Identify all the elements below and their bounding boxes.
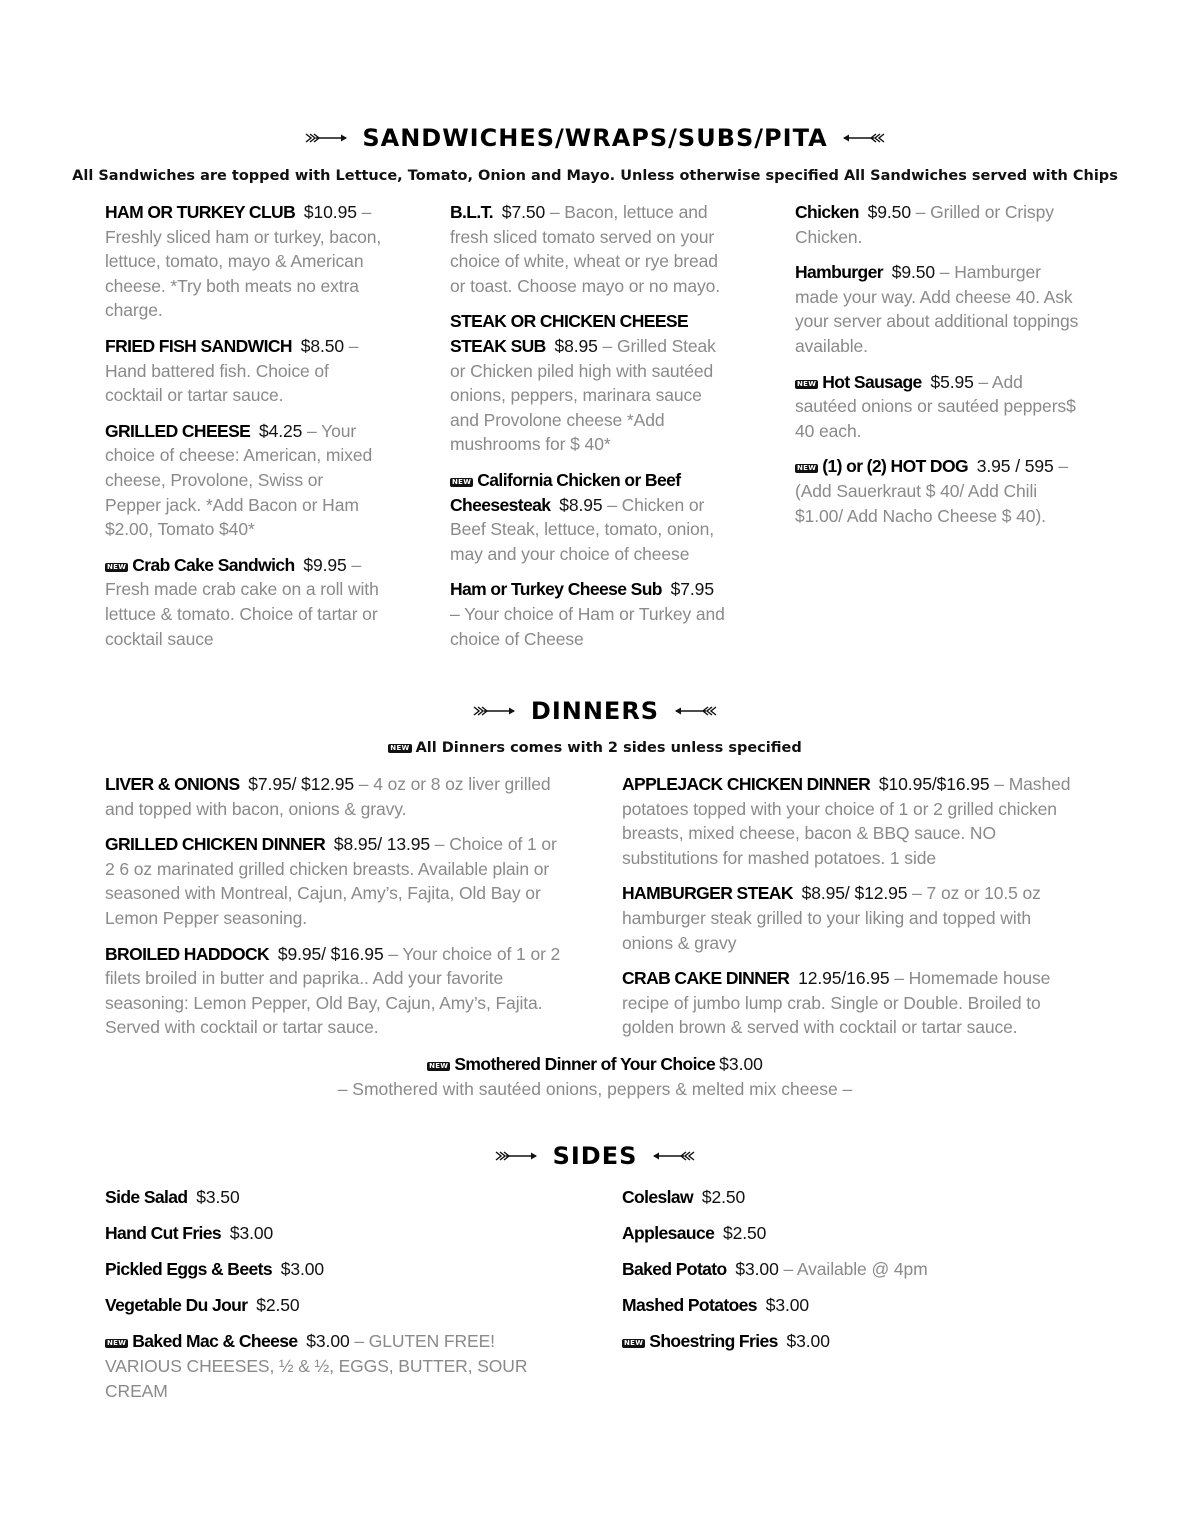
item-description: – Grilled or Crispy Chicken. <box>795 202 1054 247</box>
item-name: B.L.T. <box>450 202 494 222</box>
new-badge: NEW <box>452 477 472 486</box>
item-description: – Your choice of Ham or Turkey and choice of Cheese <box>450 603 725 649</box>
item-name: Pickled Eggs & Beets <box>105 1259 272 1280</box>
new-badge: NEW <box>797 379 817 388</box>
item-price: $10.95 <box>303 202 357 222</box>
item-price: $3.00 <box>719 1054 763 1074</box>
dinners-column-1 <box>105 772 565 1051</box>
item-price: $9.95 <box>303 554 347 575</box>
item-description: – Your choice of 1 or 2 filets broiled in butter and paprika.. Add your favorite seasoning: Lemon Pepper, Old Bay, Cajun, Amy’s, Fajita. Served with cocktail or tartar sauce. <box>105 943 561 1038</box>
menu-item <box>795 260 1080 358</box>
menu-item <box>795 370 1080 444</box>
menu-item <box>622 1185 1062 1210</box>
section-title: SANDWICHES/WRAPS/SUBS/PITA <box>362 124 828 152</box>
dinners-subtitle <box>0 740 1190 756</box>
dinners-column-2 <box>622 772 1082 1051</box>
item-name: HAM OR TURKEY CLUB <box>105 202 296 222</box>
item-price: $3.00 <box>735 1259 779 1280</box>
item-description: – Your choice of cheese: American, mixed cheese, Provolone, Swiss or Pepper jack. *Add Bacon or Ham $2.00, Tomato $40* <box>105 420 373 540</box>
item-name: Baked Mac & Cheese <box>132 1331 298 1352</box>
menu-item <box>622 1221 1062 1246</box>
item-price: $8.95 <box>559 494 603 515</box>
item-name: (1) or (2) HOT DOG <box>822 456 968 477</box>
arrow-right-icon <box>472 705 518 717</box>
item-name: Baked Potato <box>622 1259 727 1280</box>
item-price: $5.95 <box>930 371 974 392</box>
item-name: GRILLED CHEESE <box>105 420 251 441</box>
new-badge: NEW <box>390 744 410 752</box>
section-title: SIDES <box>552 1142 638 1170</box>
item-description: – Chicken or Beef Steak, lettuce, tomato, onion, may and your choice of cheese <box>450 494 715 564</box>
arrow-left-icon <box>840 132 886 144</box>
item-price: $7.95 <box>670 579 714 600</box>
item-price: $8.95 <box>554 335 598 356</box>
item-name: HAMBURGER STEAK <box>622 883 793 904</box>
menu-item <box>105 1221 545 1246</box>
menu-item <box>450 309 728 457</box>
arrow-left-icon <box>650 1150 696 1162</box>
menu-item <box>795 200 1080 249</box>
item-name: Ham or Turkey Cheese Sub <box>450 579 662 600</box>
item-price: $7.95/ $12.95 <box>248 774 355 794</box>
item-price: 3.95 / 595 <box>976 456 1054 477</box>
section-title: DINNERS <box>530 697 660 725</box>
menu-item <box>105 419 383 542</box>
sandwiches-header <box>0 124 1190 152</box>
menu-item <box>105 832 565 930</box>
item-price: $9.95/ $16.95 <box>277 943 384 964</box>
item-name: Crab Cake Sandwich <box>132 554 295 575</box>
item-price: $9.50 <box>867 202 911 222</box>
item-price: $3.00 <box>280 1259 325 1280</box>
sandwiches-column-3 <box>795 200 1080 539</box>
sides-header <box>0 1142 1190 1170</box>
item-price: $2.50 <box>723 1223 767 1244</box>
sandwiches-column-2 <box>450 200 728 662</box>
menu-item <box>622 1257 1062 1282</box>
sandwiches-column-1 <box>105 200 383 662</box>
item-name: Hand Cut Fries <box>105 1223 222 1244</box>
menu-item <box>622 1293 1062 1318</box>
item-description: – Add sautéed onions or sautéed peppers$ 40 each. <box>795 371 1076 441</box>
item-description: – Smothered with sautéed onions, peppers & melted mix cheese – <box>337 1078 853 1099</box>
item-price: $8.95/ $12.95 <box>801 883 908 904</box>
item-description: – Mashed potatoes topped with your choice of 1 or 2 grilled chicken breasts, mixed cheese, bacon & BBQ sauce. NO substitutions for mashed potatoes. 1 side <box>622 774 1071 868</box>
item-price: $9.50 <box>891 262 936 283</box>
arrow-right-icon <box>304 132 350 144</box>
item-name: Hot Sausage <box>822 371 922 392</box>
item-description: – (Add Sauerkraut $ 40/ Add Chili $1.00/ Add Nacho Cheese $ 40). <box>795 456 1069 526</box>
item-name: Shoestring Fries <box>649 1331 778 1352</box>
menu-item <box>105 553 383 651</box>
item-price: $4.25 <box>259 420 303 441</box>
item-name: BROILED HADDOCK <box>105 943 270 964</box>
item-description: – Hand battered fish. Choice of cocktail or tartar sauce. <box>105 335 359 406</box>
menu-item <box>105 334 383 408</box>
item-description: – Hamburger made your way. Add cheese 40. Ask your server about additional toppings available. <box>795 262 1079 356</box>
item-description: – Freshly sliced ham or turkey, bacon, lettuce, tomato, mayo & American cheese. *Try both meats no extra charge. <box>105 202 382 321</box>
item-price: $3.50 <box>196 1187 240 1207</box>
item-price: $7.50 <box>501 202 546 222</box>
new-badge: NEW <box>429 1062 449 1070</box>
new-badge: NEW <box>107 562 127 571</box>
item-price: 12.95/16.95 <box>798 968 890 989</box>
sides-column-2 <box>622 1185 1062 1365</box>
new-badge: NEW <box>624 1339 644 1348</box>
item-description: – Grilled Steak or Chicken piled high with sautéed onions, peppers, marinara sauce and Provolone cheese *Add mushrooms for $ 40* <box>450 335 716 455</box>
item-description: – 4 oz or 8 oz liver grilled and topped with bacon, onions & gravy. <box>105 774 551 819</box>
item-price: $2.50 <box>701 1187 746 1207</box>
item-name: LIVER & ONIONS <box>105 774 240 794</box>
item-price: $2.50 <box>256 1295 300 1316</box>
menu-item <box>450 200 728 298</box>
item-price: $3.00 <box>786 1331 830 1352</box>
item-name: Chicken <box>795 202 859 222</box>
item-name: Applesauce <box>622 1223 715 1244</box>
menu-item <box>450 577 728 651</box>
item-description: – Available @ 4pm <box>778 1259 928 1280</box>
item-name: Coleslaw <box>622 1187 694 1207</box>
item-name: FRIED FISH SANDWICH <box>105 335 292 356</box>
item-name: California Chicken or Beef Cheesesteak <box>450 469 681 515</box>
item-name: APPLEJACK CHICKEN DINNER <box>622 774 871 794</box>
item-description: – Homemade house recipe of jumbo lump crab. Single or Double. Broiled to golden brown & served with cocktail or tartar sauce. <box>622 968 1051 1038</box>
item-name: Hamburger <box>795 262 883 283</box>
menu-item <box>622 881 1082 955</box>
item-description: – 7 oz or 10.5 oz hamburger steak grilled to your liking and topped with onions & gravy <box>622 883 1041 953</box>
item-name: Smothered Dinner of Your Choice <box>454 1054 716 1074</box>
item-name: Vegetable Du Jour <box>105 1295 248 1316</box>
item-name: GRILLED CHICKEN DINNER <box>105 834 326 855</box>
menu-item <box>450 468 728 566</box>
new-badge: NEW <box>797 464 817 473</box>
item-name: Mashed Potatoes <box>622 1295 757 1316</box>
dinners-header <box>0 697 1190 725</box>
item-price: $8.95/ 13.95 <box>333 834 431 855</box>
new-badge: NEW <box>107 1339 127 1348</box>
menu-item <box>622 772 1082 870</box>
item-price: $8.50 <box>300 335 344 356</box>
item-name: Side Salad <box>105 1187 188 1207</box>
item-description: – GLUTEN FREE! VARIOUS CHEESES, ½ & ½, EGGS, BUTTER, SOUR CREAM <box>105 1331 528 1401</box>
arrow-left-icon <box>672 705 718 717</box>
item-price: $3.00 <box>765 1295 809 1316</box>
item-description: – Fresh made crab cake on a roll with lettuce & tomato. Choice of tartar or cocktail sauce <box>105 554 379 649</box>
menu-item <box>105 942 565 1040</box>
sides-column-1 <box>105 1185 545 1415</box>
menu-item <box>105 1293 545 1318</box>
item-name: STEAK OR CHICKEN CHEESE STEAK SUB <box>450 311 689 356</box>
item-description: – Choice of 1 or 2 6 oz marinated grilled chicken breasts. Available plain or seasoned with Montreal, Cajun, Amy’s, Fajita, Old Bay or Lemon Pepper seasoning. <box>105 834 557 928</box>
smothered-dinner <box>0 1052 1190 1101</box>
menu-item <box>105 1257 545 1282</box>
item-description: – Bacon, lettuce and fresh sliced tomato served on your choice of white, wheat or rye bread or toast. Choose mayo or no mayo. <box>450 202 721 296</box>
sandwiches-subtitle: All Sandwiches are topped with Lettuce, Tomato, Onion and Mayo. Unless otherwise specified All Sandwiches served with Chips <box>72 168 1118 184</box>
arrow-right-icon <box>494 1150 540 1162</box>
menu-item <box>105 1329 545 1403</box>
item-price: $3.00 <box>229 1223 274 1244</box>
menu-item <box>105 772 565 821</box>
menu-item <box>622 1329 1062 1354</box>
item-price: $10.95/$16.95 <box>878 774 990 794</box>
menu-item <box>105 1185 545 1210</box>
menu-item <box>622 966 1082 1040</box>
item-name: CRAB CAKE DINNER <box>622 968 790 989</box>
menu-item <box>795 454 1080 528</box>
item-price: $3.00 <box>306 1331 350 1352</box>
dinners-subtitle-text: All Dinners comes with 2 sides unless specified <box>415 740 802 756</box>
menu-item <box>105 200 383 323</box>
